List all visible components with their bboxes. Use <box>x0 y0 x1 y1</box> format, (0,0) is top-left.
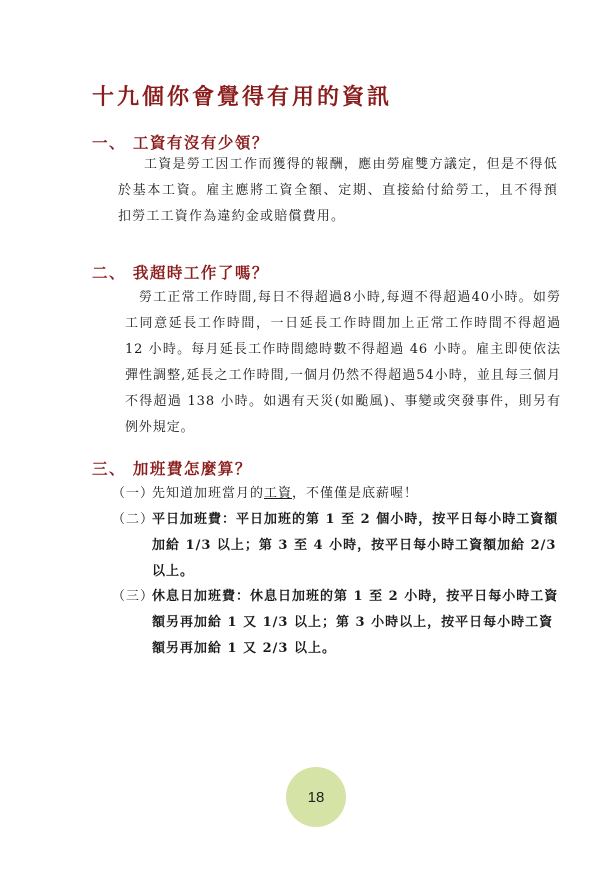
page-title: 十九個你會覺得有用的資訊 <box>92 84 393 110</box>
list-item-1 <box>112 481 562 507</box>
list-item-2 <box>112 507 562 585</box>
page-number: 18 <box>307 788 325 806</box>
list-item-3 <box>112 584 562 662</box>
section-3-heading: 三、 加班費怎麼算？ <box>92 459 252 478</box>
list-item-2-number: （二） <box>112 512 155 527</box>
list-item-2-text: 平日加班費：平日加班的第 1 至 2 個小時，按平日每小時工資額加給 1/3 以上；第 3 至 4 小時，按平日每小時工資額加給 2/3 以上。 <box>152 512 559 579</box>
list-item-3-text: 休息日加班費：休息日加班的第 1 至 2 小時，按平日每小時工資額另再加給 1 又 1/3 以上；第 3 小時以上，按平日每小時工資額另再加給 1 又 2/3 以上。 <box>152 589 559 656</box>
wage-underlined: 工資 <box>264 486 293 501</box>
section-2-heading: 二、 我超時工作了嗎？ <box>92 263 269 282</box>
section-2-paragraph: 勞工正常工作時間,每日不得超過8小時,每週不得超過40小時。如勞工同意延長工作時間，一日延長工作時間加上正常工作時間不得超過 12 小時。每月延長工作時間總時數不得超過 46 小時。雇主即使依法彈性調整,延長之工作時間,一個月仍然不得超過54小時，並且每三個月不得超過 138 小時。如遇有天災(如颱風)、事變或突發事件，則另有例外規定。 <box>125 290 561 435</box>
list-item-3-number: （三） <box>112 589 155 604</box>
section-1-heading: 一、 工資有沒有少領？ <box>92 133 269 152</box>
page-number-badge <box>286 767 346 827</box>
list-item-1-text: 先知道加班當月的工資，不僅僅是底薪喔！ <box>152 486 419 501</box>
list-item-1-number: （一） <box>112 486 155 501</box>
section-1-paragraph: 工資是勞工因工作而獲得的報酬，應由勞雇雙方議定，但是不得低於基本工資。雇主應將工資全額、定期、直接給付給勞工，且不得預扣勞工工資作為違約金或賠償費用。 <box>118 157 558 224</box>
